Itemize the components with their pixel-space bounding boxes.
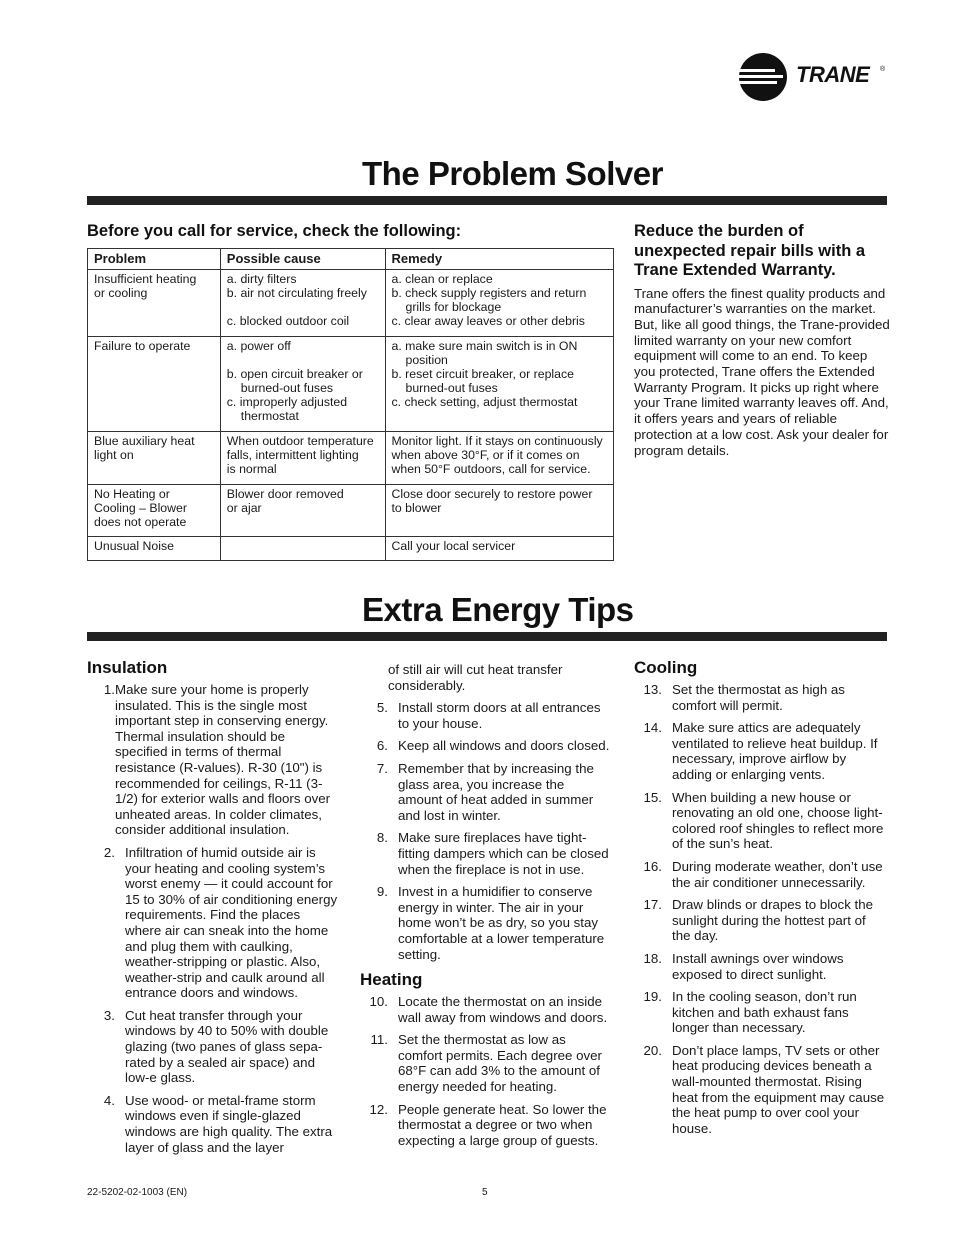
warranty-title: Reduce the burden of unexpected repair bills with a Trane Extended Warranty. xyxy=(634,222,866,279)
table-row xyxy=(88,270,614,337)
cell-text: c. clear away leaves or other debris xyxy=(391,314,585,328)
tip-text: People generate heat. So lower the thermostat a degree or two when expecting a large group of guests. xyxy=(398,1101,607,1148)
cell-text: Close door securely to restore power xyxy=(391,487,593,501)
tip-number: 7. xyxy=(376,760,388,776)
tip-number: 12. xyxy=(369,1101,388,1117)
list-item xyxy=(360,700,612,731)
cause-cell xyxy=(220,270,385,337)
cell-text: b. open circuit breaker or burned-out fuses xyxy=(226,367,363,395)
tip-number: 19. xyxy=(643,989,662,1005)
list-item xyxy=(634,897,886,944)
registered-mark: ® xyxy=(880,66,886,73)
cooling-heading: Cooling xyxy=(634,658,698,677)
list-item xyxy=(87,682,339,838)
problem-cell xyxy=(88,337,221,432)
cell-text: or ajar xyxy=(226,501,262,515)
cell-text: c. check setting, adjust thermostat xyxy=(391,395,578,409)
tips-column-2 xyxy=(360,662,612,1155)
tip-text: Make sure attics are adequately ventilated to relieve heat buildup. If necessary, improve airflow by adding or enlarging vents. xyxy=(672,720,878,782)
list-item xyxy=(634,1043,886,1137)
tip-text: Install storm doors at all entrances to your house. xyxy=(398,700,601,731)
cell-text: when above 30°F, or if it comes on xyxy=(391,448,580,462)
tip-text: Install awnings over windows exposed to direct sunlight. xyxy=(672,950,844,982)
list-item xyxy=(634,989,886,1036)
cause-cell xyxy=(220,485,385,537)
cell-text: to blower xyxy=(391,501,442,515)
table-row xyxy=(88,337,614,432)
tip-number: 16. xyxy=(643,858,662,874)
cell-text: c. improperly adjusted thermostat xyxy=(226,395,348,423)
list-item xyxy=(360,830,612,877)
column-header-problem: Problem xyxy=(88,249,221,270)
cell-text: When outdoor temperature xyxy=(226,434,374,448)
cell-text: Cooling – Blower xyxy=(94,501,187,515)
cause-cell xyxy=(220,432,385,485)
column-header-cause: Possible cause xyxy=(220,249,385,270)
tip-text: During moderate weather, don’t use the air conditioner unnecessarily. xyxy=(672,858,883,890)
cell-text: or cooling xyxy=(94,286,148,300)
column-header-remedy: Remedy xyxy=(385,249,614,270)
cell-text: when 50°F outdoors, call for service. xyxy=(391,462,591,476)
cell-text: Unusual Noise xyxy=(94,539,174,553)
tip-number: 15. xyxy=(643,789,662,805)
section-rule xyxy=(87,632,887,641)
tip-number: 18. xyxy=(643,950,662,966)
tip-text: Use wood- or metal-frame storm windows even if single-glazed windows are high quality. The extra layer of glass and the layer xyxy=(125,1092,333,1155)
cell-text: c. blocked outdoor coil xyxy=(226,314,350,328)
tip-number: 9. xyxy=(376,884,388,900)
cell-text: No Heating or xyxy=(94,487,170,501)
list-item xyxy=(634,682,886,713)
problem-cell xyxy=(88,537,221,561)
cell-text: b. check supply registers and return grills for blockage xyxy=(391,286,587,314)
list-item xyxy=(634,859,886,890)
tips-column-1 xyxy=(87,658,339,1162)
tip-text: Make sure fireplaces have tight-fitting dampers which can be closed when the fireplace is not in use. xyxy=(398,830,609,877)
list-item xyxy=(634,720,886,782)
tip-text: Don’t place lamps, TV sets or other heat producing devices beneath a wall-mounted thermostat. Rising heat from the equipment may cause the heat pump to over cool your house. xyxy=(672,1042,885,1136)
tip-number: 11. xyxy=(370,1032,388,1048)
energy-tips-title: Extra Energy Tips xyxy=(362,591,634,628)
tip-text: Infiltration of humid outside air is your heating and cooling system’s worst enemy — it could account for 15 to 30% of air conditioning energy requirements. Find the places where air can sneak into the home and plug them with caulking, weather-stripping or plastic. Also, weather-strip and caulk around all entrance doors and windows. xyxy=(125,844,338,1001)
cell-text: is normal xyxy=(226,462,277,476)
trane-circle-logo-icon xyxy=(738,52,788,102)
cell-text: Blue auxiliary heat xyxy=(94,434,195,448)
insulation-heading: Insulation xyxy=(87,658,168,677)
tip-text: Draw blinds or drapes to block the sunlight during the hottest part of the day. xyxy=(672,897,874,944)
tip-number: 2. xyxy=(103,844,115,860)
brand-name: TRANE xyxy=(796,62,870,87)
tip-text: Make sure your home is properly insulated. This is the single most important step in conserving energy. Thermal insulation should be specified in terms of thermal resistance (R-values). R-30 (10") is recommended for ceilings, R-11 (3-1/2) for exterior walls and floors over unheated areas. In colder climates, consider additional insulation. xyxy=(115,682,331,838)
tip-text: Set the thermostat as low as comfort permits. Each degree over 68°F can add 3% to the amount of energy needed for heating. xyxy=(398,1032,602,1095)
tip-number: 8. xyxy=(376,830,388,846)
tip-text: In the cooling season, don’t run kitchen and bath exhaust fans longer than necessary. xyxy=(672,989,857,1036)
page-number: 5 xyxy=(482,1187,488,1198)
list-item xyxy=(87,1093,339,1155)
tip-number: 13. xyxy=(643,682,662,697)
cell-text: a. clean or replace xyxy=(391,272,493,286)
tip-number: 6. xyxy=(376,738,388,754)
table-row xyxy=(88,432,614,485)
tip-text: Keep all windows and doors closed. xyxy=(398,738,610,754)
problem-solver-title: The Problem Solver xyxy=(362,155,663,192)
tips-column-3 xyxy=(634,658,886,1143)
tip-number: 1. xyxy=(103,682,115,697)
tip-continuation: of still air will cut heat transfer considerably. xyxy=(388,662,563,693)
tip-text: Locate the thermostat on an inside wall away from windows and doors. xyxy=(398,994,608,1025)
cause-cell xyxy=(220,337,385,432)
tip-number: 3. xyxy=(103,1007,115,1023)
tip-number: 10. xyxy=(369,994,388,1010)
cell-text: Monitor light. If it stays on continuously xyxy=(391,434,603,448)
list-item xyxy=(360,994,612,1025)
cell-text: falls, intermittent lighting xyxy=(226,448,359,462)
list-item xyxy=(87,1008,339,1086)
tip-number: 5. xyxy=(376,700,388,716)
list-item xyxy=(634,790,886,852)
tip-text: Invest in a humidifier to conserve energy in winter. The air in your home won’t be as dry, so you stay comfortable at a lower temperature setting. xyxy=(398,884,605,962)
tip-text: Cut heat transfer through your windows by 40 to 50% with double glazing (two panes of glass sepa-rated by a sealed air space) and low-e glass. xyxy=(125,1007,329,1086)
cell-text: Insufficient heating xyxy=(94,272,197,286)
trane-logo xyxy=(738,52,888,104)
problem-cell xyxy=(88,432,221,485)
remedy-cell xyxy=(385,270,614,337)
table-header-row xyxy=(88,249,614,270)
tip-number: 14. xyxy=(643,720,662,736)
problem-cell xyxy=(88,485,221,537)
problem-table xyxy=(87,248,614,561)
list-item xyxy=(634,951,886,982)
cell-text: b. air not circulating freely xyxy=(226,286,367,300)
tip-text: Remember that by increasing the glass area, you increase the amount of heat added in summer and lost in winter. xyxy=(398,760,594,823)
tip-number: 17. xyxy=(643,897,662,913)
cell-text: light on xyxy=(94,448,134,462)
section-rule xyxy=(87,196,887,205)
list-item xyxy=(360,1102,612,1149)
remedy-cell xyxy=(385,485,614,537)
list-item xyxy=(360,1032,612,1094)
remedy-cell xyxy=(385,337,614,432)
cell-text: b. reset circuit breaker, or replace burned-out fuses xyxy=(391,367,574,395)
document-code: 22-5202-02-1003 (EN) xyxy=(87,1187,188,1198)
tip-text: When building a new house or renovating an old one, choose light-colored roof shingles to reflect more of the sun’s heat. xyxy=(672,789,884,852)
problem-cell xyxy=(88,270,221,337)
list-item xyxy=(87,845,339,1001)
cell-text: Failure to operate xyxy=(94,339,191,353)
cell-text: Blower door removed xyxy=(226,487,344,501)
list-item xyxy=(360,738,612,754)
cell-text: a. power off xyxy=(226,339,291,353)
heating-heading: Heating xyxy=(360,970,423,990)
remedy-cell xyxy=(385,432,614,485)
remedy-cell xyxy=(385,537,614,561)
check-heading: Before you call for service, check the following: xyxy=(87,222,462,240)
warranty-panel xyxy=(634,222,890,458)
tip-number: 20. xyxy=(643,1042,662,1058)
tip-number: 4. xyxy=(103,1092,115,1108)
cell-text: Call your local servicer xyxy=(391,539,516,553)
cell-text: does not operate xyxy=(94,515,187,529)
table-row xyxy=(88,537,614,561)
tip-text: Set the thermostat as high as comfort will permit. xyxy=(672,682,845,713)
warranty-body: Trane offers the finest quality products and manufacturer’s warranties on the market. But, like all good things, the Trane-provided limited warranty on your new comfort equipment will come to an end. To keep you protected, Trane offers the Extended Warranty Program. It picks up right where your Trane limited warranty leaves off. And, it offers years and years of reliable protection at a low cost. Ask your dealer for program details. xyxy=(634,285,890,458)
list-item xyxy=(360,761,612,823)
cell-text: a. dirty filters xyxy=(226,272,297,286)
cause-cell xyxy=(220,537,385,561)
table-row xyxy=(88,485,614,537)
list-item xyxy=(360,884,612,962)
cell-text: a. make sure main switch is in ON position xyxy=(391,339,578,367)
